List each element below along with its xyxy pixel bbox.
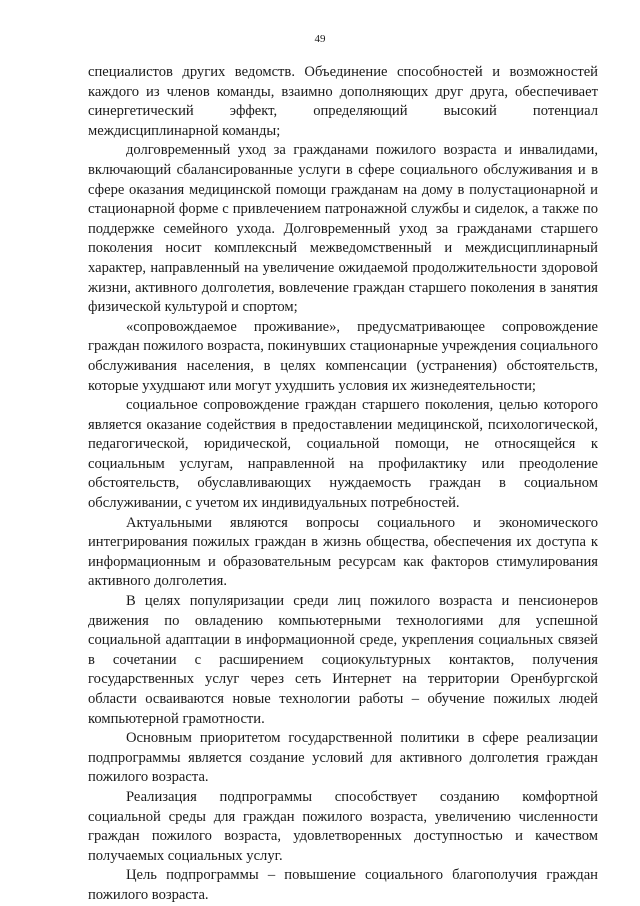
paragraph-1: специалистов других ведомств. Объединение способностей и возможностей каждого из членов команды, взаимно дополняющих друг друга, обеспечивает синергетический эффект, определяющий высокий потенциал междисциплинарной команды; [88,64,598,139]
paragraph-2: долговременный уход за гражданами пожилого возраста и инвалидами, включающий сбалансированные услуги в сфере социального обслуживания и в сфере оказания медицинской помощи гражданам на дому в полустационарной и стационарной форме с привлечением патронажной службы и сиделок, а также по поддержке семейного ухода. Долговременный уход за гражданами старшего поколения носит комплексный межведомственный и междисциплинарный характер, направленный на увеличение ожидаемой продолжительности здоровой жизни, активного долголетия, вовлечение граждан старшего поколения в занятия физической культурой и спортом; [88,142,598,316]
paragraph-3: «сопровождаемое проживание», предусматривающее сопровождение граждан пожилого возраста, покинувших стационарные учреждения социального обслуживания населения, в целях компенсации (устранения) обстоятельств, которые ухудшают или могут ухудшить условия их жизнедеятельности; [88,318,598,394]
paragraph-4: социальное сопровождение граждан старшего поколения, целью которого является оказание содействия в предоставлении медицинской, психологической, педагогической, юридической, социальной помощи, не относящейся к социальным услугам, направленной на профилактику или преодоление обстоятельств, обуславливающих нуждаемость граждан в социальном обслуживании, с учетом их индивидуальных потребностей. [88,397,598,512]
body-text [88,63,598,906]
paragraph-6: В целях популяризации среди лиц пожилого возраста и пенсионеров движения по овладению компьютерными технологиями для успешной социальной адаптации в информационной среде, укрепления социальных связей в сочетании с расширением социокультурных контактов, получения государственных услуг через сеть Интернет на территории Оренбургской области осваиваются новые технологии работы – обучение пожилых людей компьютерной грамотности. [88,593,598,727]
page-number: 49 [314,33,326,45]
paragraph-9: Цель подпрограммы – повышение социального благополучия граждан пожилого возраста. [88,867,598,903]
paragraph-5: Актуальными являются вопросы социального и экономического интегрирования пожилых граждан в жизнь общества, обеспечения их доступа к информационным и образовательным ресурсам как факторов стимулирования активного долголетия. [88,514,598,590]
paragraph-7: Основным приоритетом государственной политики в сфере реализации подпрограммы является создание условий для активного долголетия граждан пожилого возраста. [88,730,598,786]
paragraph-8: Реализация подпрограммы способствует созданию комфортной социальной среды для граждан пожилого возраста, увеличению численности граждан пожилого возраста, удовлетворенных доступностью и качеством получаемых социальных услуг. [88,788,598,864]
